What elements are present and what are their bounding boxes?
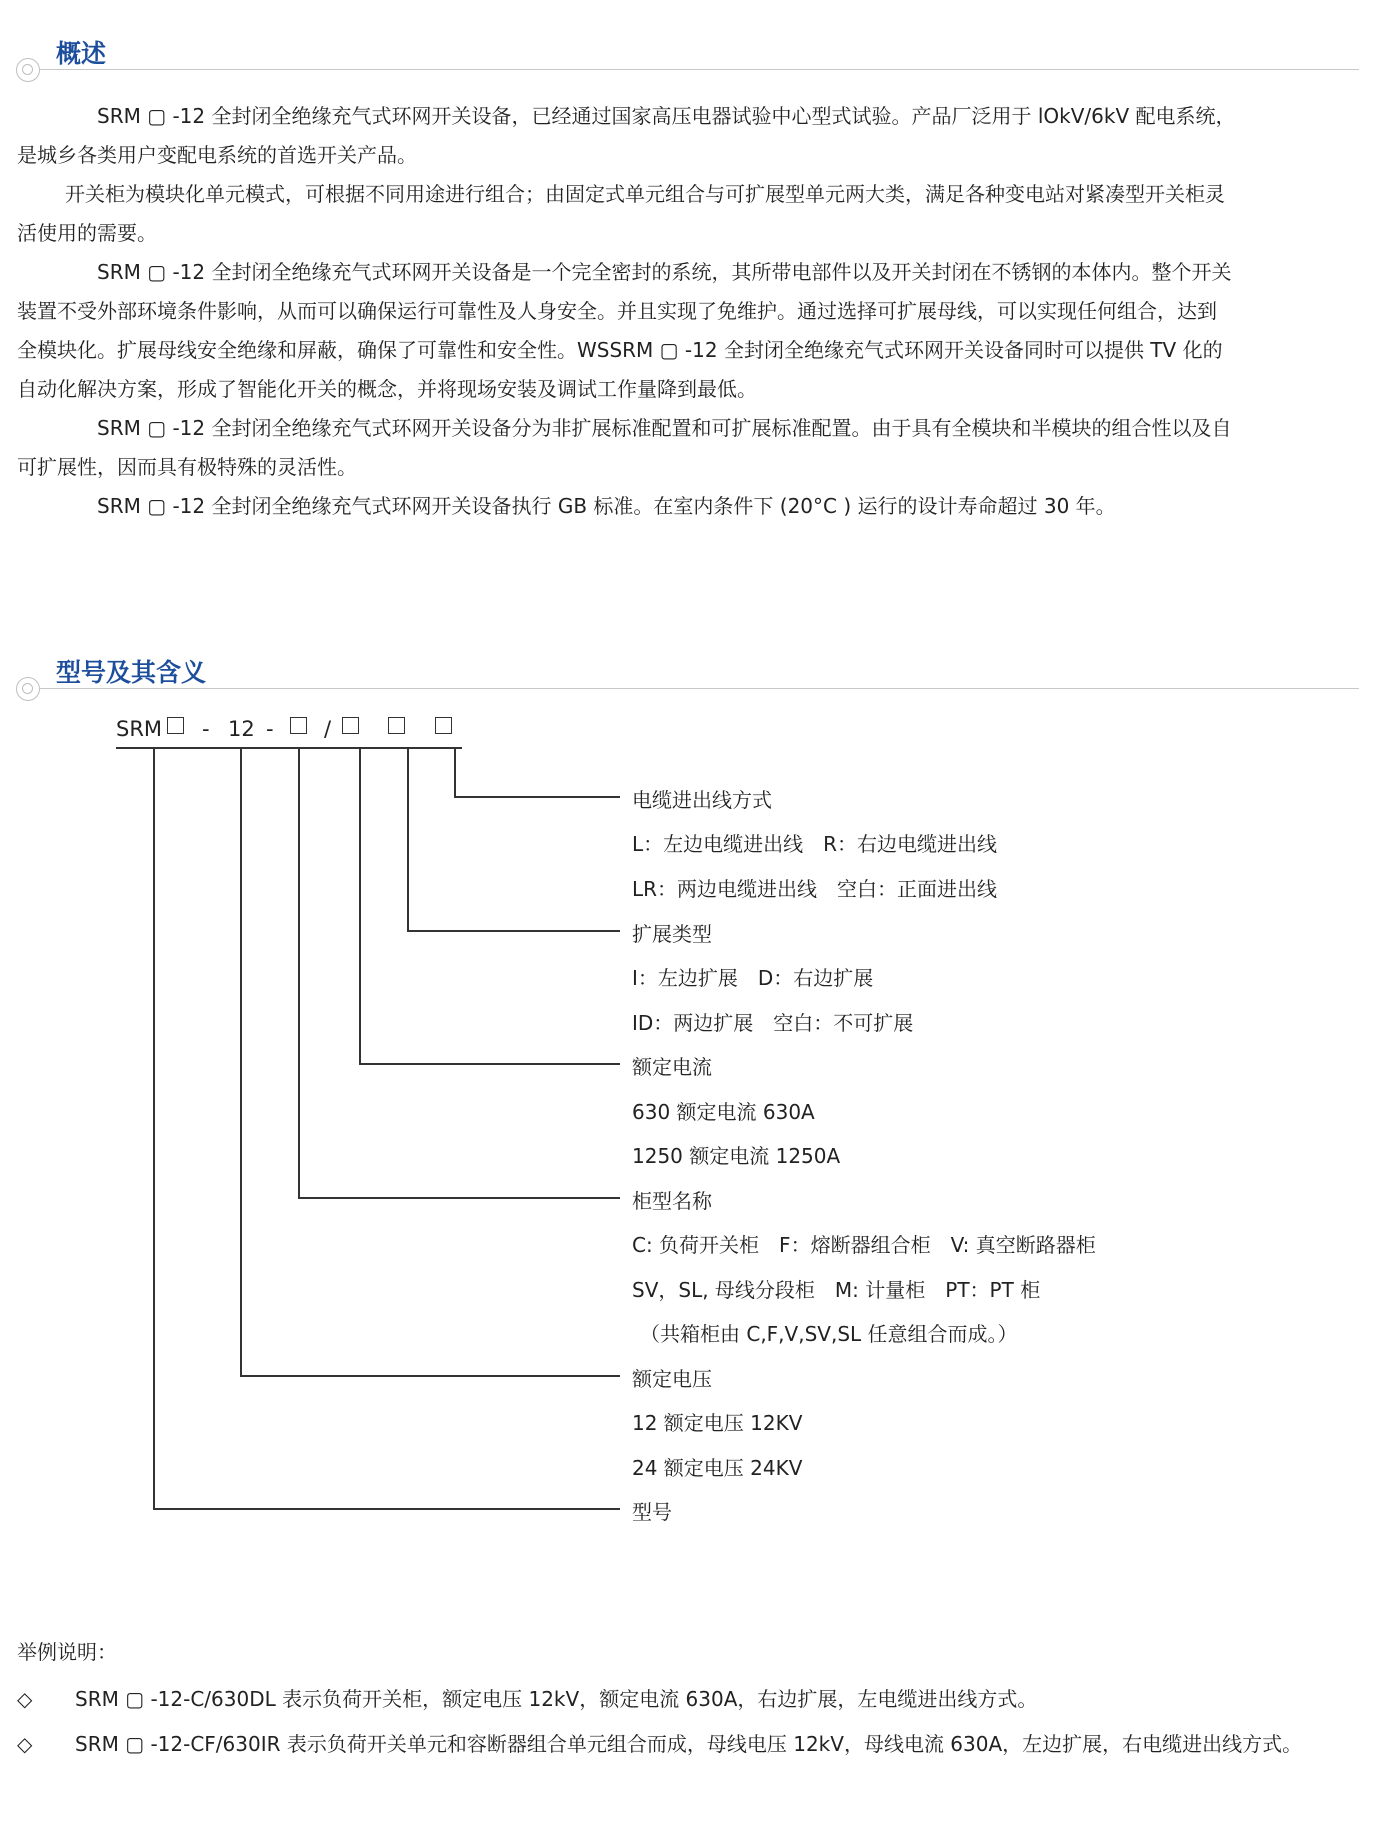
connector-current-vertical (359, 749, 361, 1064)
paragraph-3: SRM ▢ -12 全封闭全绝缘充气式环网开关设备是一个完全密封的系统，其所带电部件以及开关封闭在不锈钢的本体内。整个开关 装置不受外部环境条件影响，从而可以确保运行可靠性及人身安全。并且实现了免维护。通过选择可扩展母线，可以实现任何组合，达到 全模块化。扩展母线安全绝缘和屏蔽，确保了可靠性和安全性。WSSRM ▢ -12 全封闭全绝缘充气式环网开关设备同时可以提供 TV 化的 自动化解决方案，形成了智能化开关的概念，并将现场安装及调试工作量降到最低。 (17, 260, 1232, 401)
model-code-voltage: 12 (228, 717, 255, 741)
tree-line-voltage-2: 24 额定电压 24KV (632, 1456, 803, 1480)
connector-cable-vertical (454, 749, 456, 797)
tree-line-current-1: 630 额定电流 630A (632, 1100, 815, 1124)
model-code-dash: - (266, 717, 274, 741)
diamond-icon: ◇ (17, 1687, 33, 1711)
paragraph-5: SRM ▢ -12 全封闭全绝缘充气式环网开关设备执行 GB 标准。在室内条件下 (20°C ) 运行的设计寿命超过 30 年。 (97, 494, 1116, 518)
model-code-prefix: SRM (116, 717, 163, 741)
tree-line-cable-2: LR：两边电缆进出线 空白：正面进出线 (632, 877, 998, 901)
tree-line-extension-2: ID：两边扩展 空白：不可扩展 (632, 1011, 914, 1035)
connector-voltage-horizontal (240, 1375, 620, 1377)
connector-cabinet-horizontal (298, 1197, 620, 1199)
example-item-1: ◇ SRM ▢ -12-C/630DL 表示负荷开关柜，额定电压 12kV，额定电流 630A，右边扩展，左电缆进出线方式。 (17, 1687, 1038, 1711)
tree-line-voltage-1: 12 额定电压 12KV (632, 1411, 803, 1435)
example-item-2: ◇ SRM ▢ -12-CF/630IR 表示负荷开关单元和容断器组合单元组合而成，母线电压 12kV，母线电流 630A，左边扩展，右电缆进出线方式。 (17, 1732, 1303, 1756)
paragraph-2: 开关柜为模块化单元模式，可根据不同用途进行组合；由固定式单元组合与可扩展型单元两大类，满足各种变电站对紧凑型开关柜灵 活使用的需要。 (17, 182, 1225, 245)
paragraph-1: SRM ▢ -12 全封闭全绝缘充气式环网开关设备，已经通过国家高压电器试验中心型式试验。产品厂泛用于 lOkV/6kV 配电系统， 是城乡各类用户变配电系统的首选开关产品。 (17, 104, 1236, 167)
tree-line-cabinet-2: SV，SL, 母线分段柜 M: 计量柜 PT：PT 柜 (632, 1278, 1041, 1302)
section-title-model: 型号及其含义 (56, 658, 207, 687)
tree-line-cabinet-1: C: 负荷开关柜 F：熔断器组合柜 V: 真空断路器柜 (632, 1233, 1096, 1257)
connector-current-horizontal (359, 1063, 620, 1065)
connector-cabinet-vertical (298, 749, 300, 1198)
section-divider (40, 69, 1359, 70)
examples-label: 举例说明： (17, 1640, 117, 1664)
tree-head-extension: 扩展类型 (632, 922, 712, 946)
paragraph-4: SRM ▢ -12 全封闭全绝缘充气式环网开关设备分为非扩展标准配置和可扩展标准配置。由于具有全模块和半模块的组合性以及自 可扩展性，因而具有极特殊的灵活性。 (17, 416, 1232, 479)
section-header-overview (14, 34, 1359, 74)
section-header-model (14, 653, 1359, 693)
tree-line-extension-1: I：左边扩展 D：右边扩展 (632, 966, 874, 990)
connector-voltage-vertical (240, 749, 242, 1376)
tree-head-model: 型号 (632, 1500, 672, 1524)
tree-line-cable-1: L：左边电缆进出线 R：右边电缆进出线 (632, 832, 998, 856)
diamond-icon: ◇ (17, 1732, 33, 1756)
tree-head-voltage: 额定电压 (632, 1367, 712, 1391)
connector-extension-horizontal (407, 930, 620, 932)
tree-head-cabinet: 柜型名称 (632, 1189, 712, 1213)
tree-line-current-2: 1250 额定电流 1250A (632, 1144, 841, 1168)
tree-line-cabinet-3: （共箱柜由 C,F,V,SV,SL 任意组合而成。） (640, 1322, 1018, 1346)
tree-head-cable: 电缆进出线方式 (632, 788, 772, 812)
section-circle-icon (16, 58, 40, 82)
connector-model-horizontal (153, 1508, 620, 1510)
tree-head-current: 额定电流 (632, 1055, 712, 1079)
model-code-dash: - (202, 717, 210, 741)
model-code-slash: / (324, 717, 332, 741)
connector-extension-vertical (407, 749, 409, 931)
connector-cable-horizontal (454, 796, 620, 798)
section-divider (40, 688, 1359, 689)
section-title-overview: 概述 (56, 39, 107, 68)
model-code-underline (116, 747, 462, 749)
section-circle-icon (16, 677, 40, 701)
connector-model-vertical (153, 749, 155, 1509)
